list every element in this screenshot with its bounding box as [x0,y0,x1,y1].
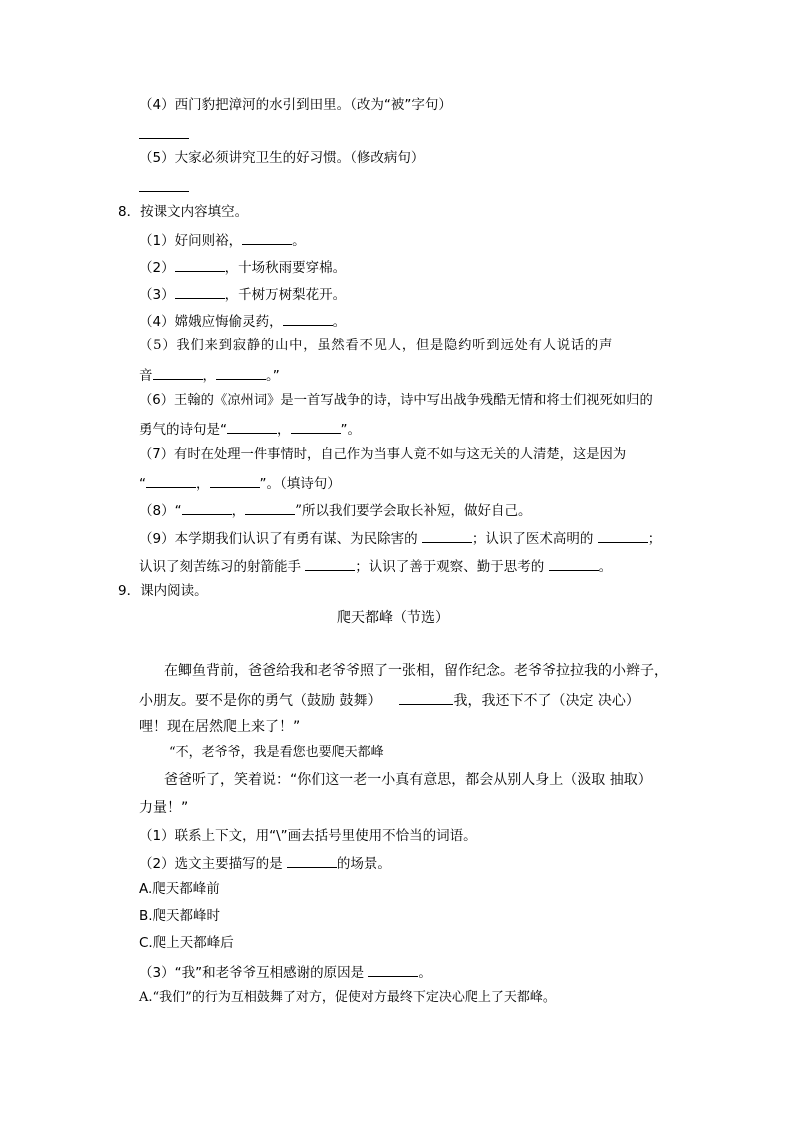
q8-item-6-prefix: 勇气的诗句是“ [139,422,227,438]
q8-item-9-middle-2: ；认识了善于观察、勤于思考的 [355,559,549,575]
q8-item-9-suffix-2: 。 [598,559,613,575]
option-a-text: A.爬天都峰前 [139,881,220,897]
q8-item-8-suffix: ”所以我们要学会取长补短，做好自己。 [295,503,532,519]
answer-blank[interactable] [175,284,225,299]
q7-item-5-text: （5）大家必须讲究卫生的好习惯。（修改病句） [139,150,425,166]
passage-text: 力量！” [139,800,189,816]
answer-blank[interactable] [291,419,341,434]
q8-item-5-suffix: 。” [266,368,280,384]
answer-blank[interactable] [305,556,355,571]
q8-item-5-line-1 [139,337,613,355]
q8-item-2-suffix: ，十场秋雨要穿棉。 [224,260,347,276]
q9-sub-3-prefix: （3）“我”和老爷爷互相感谢的原因是 [139,965,369,981]
q7-item-5 [139,149,424,167]
q8-item-3-suffix: ，千树万树梨花开。 [224,287,347,303]
q8-title-text: 8．按课文内容填空。 [118,204,249,220]
q8-item-1 [139,230,306,250]
option-c-text: C.爬上天都峰后 [139,935,234,951]
passage-p1-line-2 [139,690,640,710]
q8-item-7-line-2 [139,473,341,493]
q8-item-3 [139,284,346,304]
q9-sub-3-option-a-text: A.“我们”的行为互相鼓舞了对方，促使对方最终下定决心爬上了天都峰。 [139,990,556,1005]
q8-item-7-suffix: ”。（填诗句） [259,476,341,492]
answer-blank[interactable] [175,257,225,272]
passage-p3-line-2 [139,799,188,817]
passage-title-text: 爬天都峰（节选） [337,610,449,626]
option-b-text: B.爬天都峰时 [139,908,221,924]
answer-blank[interactable] [368,962,418,977]
q8-item-1-suffix: 。 [292,233,306,249]
passage-text: 我，我还下不了（决定 决心） [453,693,640,709]
q8-item-9-line-2 [139,556,612,576]
option-a[interactable] [139,880,220,898]
option-c[interactable] [139,934,234,952]
passage-text: 在鲫鱼背前，爸爸给我和老爷爷照了一张相，留作纪念。老爷爷拉拉我的小辫子， [164,663,668,679]
q9-sub-3 [139,962,432,982]
q8-item-9-line-1 [139,528,661,548]
q8-item-8-prefix: （8）“ [139,503,182,519]
q9-sub-2-suffix: 的场景。 [336,856,391,872]
passage-title [337,609,449,627]
answer-blank[interactable] [399,690,453,705]
answer-blank[interactable] [153,365,203,380]
q9-sub-2-prefix: （2）选文主要描写的是 [139,856,287,872]
passage-text: 爸爸听了，笑着说：“你们这一老一小真有意思，都会从别人身上（汲取 抽取） [164,772,652,788]
answer-blank[interactable] [287,853,337,868]
q8-item-6-separator: ， [277,422,291,438]
answer-blank[interactable] [598,528,648,543]
q8-item-7-prefix: “ [139,476,146,492]
q8-item-5-separator: ， [202,368,216,384]
q8-item-7-line-1 [139,446,626,464]
answer-blank[interactable] [422,528,472,543]
q8-item-9-prefix-2: 认识了刻苦练习的射箭能手 [139,559,306,575]
q7-item-4 [139,96,452,114]
passage-p3-line-1 [164,771,652,789]
q8-item-4-prefix: （4）嫦娥应悔偷灵药， [139,314,283,330]
answer-blank[interactable] [182,500,232,515]
answer-blank[interactable] [283,311,333,326]
answer-blank[interactable] [216,365,266,380]
q8-item-6-text: （6）王翰的《凉州词》是一首写战争的诗，诗中写出战争残酷无情和将士们视死如归的 [139,393,653,408]
passage-text: 哩！现在居然爬上来了！” [139,719,301,735]
q8-item-7-text: （7）有时在处理一件事情时，自己作为当事人竟不如与这无关的人清楚，这是因为 [139,447,627,462]
q9-sub-3-option-a[interactable] [139,989,556,1007]
q8-item-8 [139,500,532,520]
q8-item-4 [139,311,346,331]
answer-blank[interactable] [139,124,189,139]
q9-sub-3-suffix: 。 [418,965,432,981]
q8-item-4-suffix: 。 [332,314,347,330]
q9-title-text: 9．课内阅读。 [118,583,208,599]
option-b[interactable] [139,907,220,925]
answer-blank[interactable] [210,473,260,488]
q8-item-9-middle: ；认识了医术高明的 [471,531,598,547]
q7-item-4-text: （4）西门豹把漳河的水引到田里。（改为“被”字句） [139,97,452,113]
q8-item-1-prefix: （1）好问则裕， [139,233,243,249]
answer-blank[interactable] [227,419,277,434]
q8-item-6-line-1 [139,392,653,410]
q9-sub-1-text: （1）联系上下文，用“\”画去括号里使用不恰当的词语。 [139,828,477,844]
q9-sub-2 [139,853,391,873]
passage-p2 [169,744,384,762]
q7-item-5-answer[interactable] [139,177,189,197]
q8-item-7-separator: ， [196,476,210,492]
q8-title [118,203,248,221]
q8-item-6-line-2 [139,419,361,439]
q8-item-6-suffix: ”。 [340,422,361,438]
q8-item-5-line-2 [139,365,280,385]
answer-blank[interactable] [242,230,292,245]
answer-blank[interactable] [549,556,599,571]
q8-item-2 [139,257,346,277]
q8-item-8-separator: ， [231,503,246,519]
q8-item-5-prefix: 音 [139,368,153,384]
q8-item-5-text: （5）我们来到寂静的山中，虽然看不见人，但是隐约听到远处有人说话的声 [139,338,614,353]
passage-p1-line-3 [139,718,300,736]
q9-sub-1 [139,827,477,845]
passage-text: 小朋友。要不是你的勇气（鼓励 鼓舞） [139,693,382,709]
passage-text: “不，老爷爷，我是看您也要爬天都峰 [169,745,384,760]
passage-p1-line-1 [164,662,668,680]
q9-title [118,582,208,600]
answer-blank[interactable] [139,177,189,192]
q8-item-9-prefix: （9）本学期我们认识了有勇有谋、为民除害的 [139,531,422,547]
q8-item-9-suffix: ； [647,531,662,547]
q8-item-3-prefix: （3） [139,287,175,303]
answer-blank[interactable] [146,473,196,488]
q7-item-4-answer[interactable] [139,124,189,144]
q8-item-2-prefix: （2） [139,260,175,276]
answer-blank[interactable] [245,500,295,515]
